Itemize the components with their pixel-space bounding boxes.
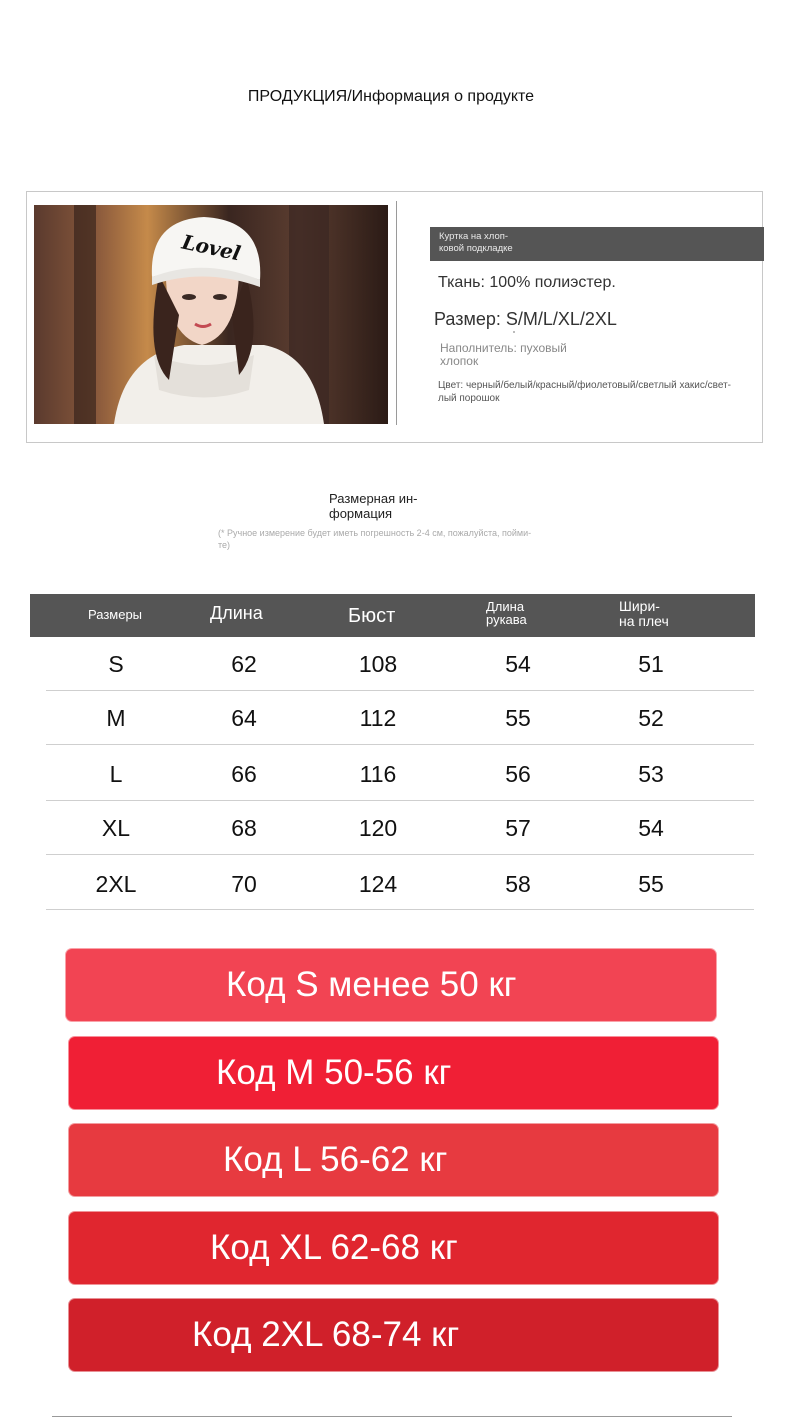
table-row-divider: [46, 800, 754, 801]
table-cell: 112: [359, 705, 397, 731]
weight-guide-label: Код M 50-56 кг: [216, 1053, 452, 1092]
size-range-text: Размер: S/M/L/XL/2XL: [434, 309, 617, 329]
size-info-title: Размерная ин- формация: [329, 491, 418, 521]
table-cell: 57: [505, 815, 531, 841]
table-cell: 64: [231, 705, 257, 731]
weight-guide-label: Код L 56-62 кг: [223, 1140, 448, 1179]
table-cell: L: [109, 761, 123, 787]
table-cell: 54: [638, 815, 664, 841]
header-sleeve: Длина рукава: [486, 599, 527, 627]
table-cell: 55: [638, 871, 664, 897]
weight-guide-band: [68, 1123, 719, 1197]
bottom-divider: [52, 1416, 732, 1417]
table-cell: 51: [638, 651, 664, 677]
table-cell: 53: [638, 761, 664, 787]
filler-text: Наполнитель: пуховый хлопок: [440, 341, 567, 368]
table-row-divider: [46, 909, 754, 910]
table-cell: 120: [358, 815, 398, 841]
table-row-divider: [46, 744, 754, 745]
weight-guide-band: [65, 948, 717, 1022]
header-shoulder: Шири- на плеч: [619, 598, 669, 629]
weight-guide-band: [68, 1298, 719, 1372]
table-cell: 54: [505, 651, 531, 677]
size-info-note: (* Ручное измерение будет иметь погрешность 2-4 см, пожалуйста, пойми- те): [218, 528, 532, 550]
table-cell: 116: [359, 761, 397, 787]
weight-guide-label: Код S менее 50 кг: [226, 965, 517, 1004]
size-table-header: [30, 594, 755, 637]
table-cell: XL: [101, 815, 131, 841]
colors-text: Цвет: черный/белый/красный/фиолетовый/светлый хакис/свет- лый порошок: [438, 380, 731, 404]
table-cell: 52: [638, 705, 664, 731]
table-cell: 56: [505, 761, 531, 787]
table-cell: S: [108, 651, 124, 677]
table-cell: 124: [358, 871, 398, 897]
table-cell: 68: [231, 815, 257, 841]
page-title: ПРОДУКЦИЯ/Информация о продукте: [247, 88, 535, 105]
fabric-text: Ткань: 100% полиэстер.: [438, 274, 616, 291]
table-cell: 108: [358, 651, 398, 677]
table-cell: 62: [231, 651, 257, 677]
header-length: Длина: [210, 603, 263, 623]
table-cell: 55: [505, 705, 531, 731]
weight-guide-band: [68, 1211, 719, 1285]
table-cell: 2XL: [95, 871, 137, 897]
table-cell: 66: [231, 761, 257, 787]
header-sizes: Размеры: [88, 607, 143, 622]
dot-mark: [513, 331, 515, 333]
weight-guide-band: [68, 1036, 719, 1110]
hat-logo-text: Lovel: [179, 229, 243, 266]
header-bust: Бюст: [348, 605, 396, 627]
table-cell: M: [106, 705, 126, 731]
table-row-divider: [46, 854, 754, 855]
product-type-tag: Куртка на хлоп- ковой подкладке: [430, 227, 764, 261]
weight-guide-label: Код XL 62-68 кг: [210, 1228, 458, 1267]
table-cell: 70: [231, 871, 257, 897]
weight-guide-label: Код 2XL 68-74 кг: [192, 1315, 460, 1354]
table-row-divider: [46, 690, 754, 691]
table-cell: 58: [505, 871, 531, 897]
product-photo: [34, 205, 388, 424]
divider-line: [396, 201, 397, 425]
